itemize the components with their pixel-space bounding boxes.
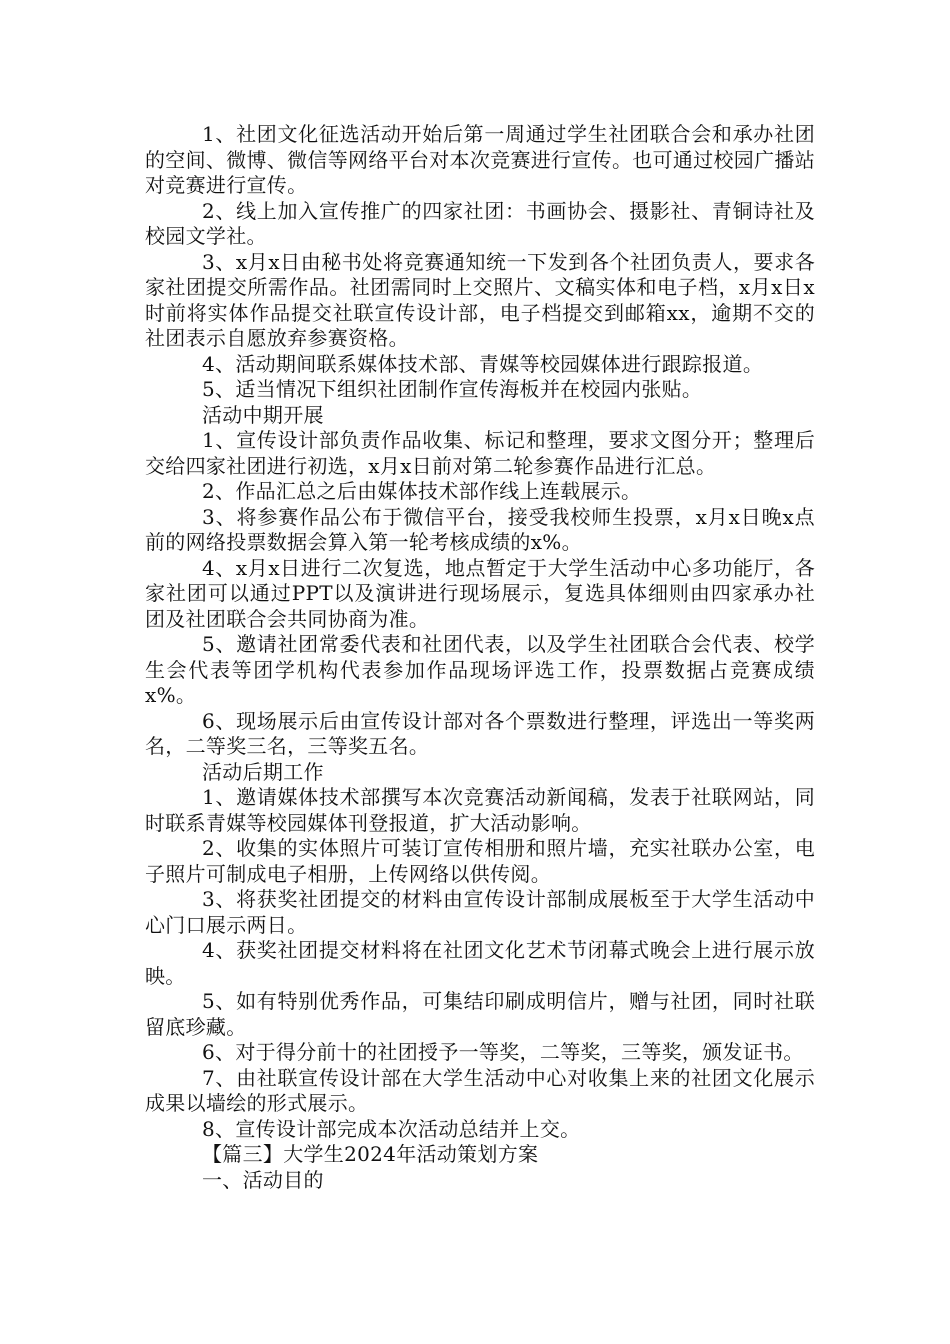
paragraph-mid-6: 6、现场展示后由宣传设计部对各个票数进行整理，评选出一等奖两名，二等奖三名，三等奖五名。 — [145, 708, 815, 758]
section-heading-late: 活动后期工作 — [202, 759, 324, 784]
paragraph-late-7: 7、由社联宣传设计部在大学生活动中心对收集上来的社团文化展示成果以墙绘的形式展示。 — [145, 1065, 815, 1115]
paragraph-late-5: 5、如有特别优秀作品，可集结印刷成明信片，赠与社团，同时社联留底珍藏。 — [145, 989, 815, 1039]
paragraph-early-2: 2、线上加入宣传推广的四家社团：书画协会、摄影社、青铜诗社及校园文学社。 — [145, 198, 815, 248]
paragraph-late-8: 8、宣传设计部完成本次活动总结并上交。 — [202, 1116, 581, 1141]
document-body — [145, 122, 815, 1193]
paragraph-late-2: 2、收集的实体照片可装订宣传相册和照片墙，充实社联办公室，电子照片可制成电子相册，上传网络以供传阅。 — [145, 836, 815, 886]
paragraph-late-3: 3、将获奖社团提交的材料由宣传设计部制成展板至于大学生活动中心门口展示两日。 — [145, 887, 815, 937]
paragraph-mid-2: 2、作品汇总之后由媒体技术部作线上连载展示。 — [202, 479, 642, 503]
paragraph-early-4: 4、活动期间联系媒体技术部、青媒等校园媒体进行跟踪报道。 — [202, 351, 764, 376]
paragraph-early-1: 1、社团文化征选活动开始后第一周通过学生社团联合会和承办社团的空间、微博、微信等网络平台对本次竞赛进行宣传。也可通过校园广播站对竞赛进行宣传。 — [145, 122, 815, 197]
paragraph-mid-5: 5、邀请社团常委代表和社团代表，以及学生社团联合会代表、校学生会代表等团学机构代表参加作品现场评选工作，投票数据占竞赛成绩x%。 — [145, 632, 815, 707]
paragraph-early-3: 3、x月x日由秘书处将竞赛通知统一下发到各个社团负责人，要求各家社团提交所需作品。社团需同时上交照片、文稿实体和电子档，x月x日x时前将实体作品提交社联宣传设计部，电子档提交到邮箱xx，逾期不交的社团表示自愿放弃参赛资格。 — [145, 249, 815, 350]
section-heading-purpose: 一、活动目的 — [202, 1167, 324, 1192]
article-title: 【篇三】大学生2024年活动策划方案 — [202, 1142, 539, 1166]
paragraph-late-1: 1、邀请媒体技术部撰写本次竞赛活动新闻稿，发表于社联网站，同时联系青媒等校园媒体刊登报道，扩大活动影响。 — [145, 785, 815, 835]
paragraph-late-4: 4、获奖社团提交材料将在社团文化艺术节闭幕式晚会上进行展示放映。 — [145, 938, 815, 988]
paragraph-mid-1: 1、宣传设计部负责作品收集、标记和整理，要求文图分开；整理后交给四家社团进行初选，x月x日前对第二轮参赛作品进行汇总。 — [145, 428, 815, 478]
paragraph-late-6: 6、对于得分前十的社团授予一等奖，二等奖，三等奖，颁发证书。 — [202, 1040, 804, 1064]
paragraph-early-5: 5、适当情况下组织社团制作宣传海板并在校园内张贴。 — [202, 377, 703, 401]
section-heading-mid: 活动中期开展 — [202, 402, 324, 427]
paragraph-mid-3: 3、将参赛作品公布于微信平台，接受我校师生投票，x月x日晚x点前的网络投票数据会算入第一轮考核成绩的x%。 — [145, 504, 815, 554]
paragraph-mid-4: 4、x月x日进行二次复选，地点暂定于大学生活动中心多功能厅，各家社团可以通过PPT以及演讲进行现场展示，复选具体细则由四家承办社团及社团联合会共同协商为准。 — [145, 555, 815, 631]
